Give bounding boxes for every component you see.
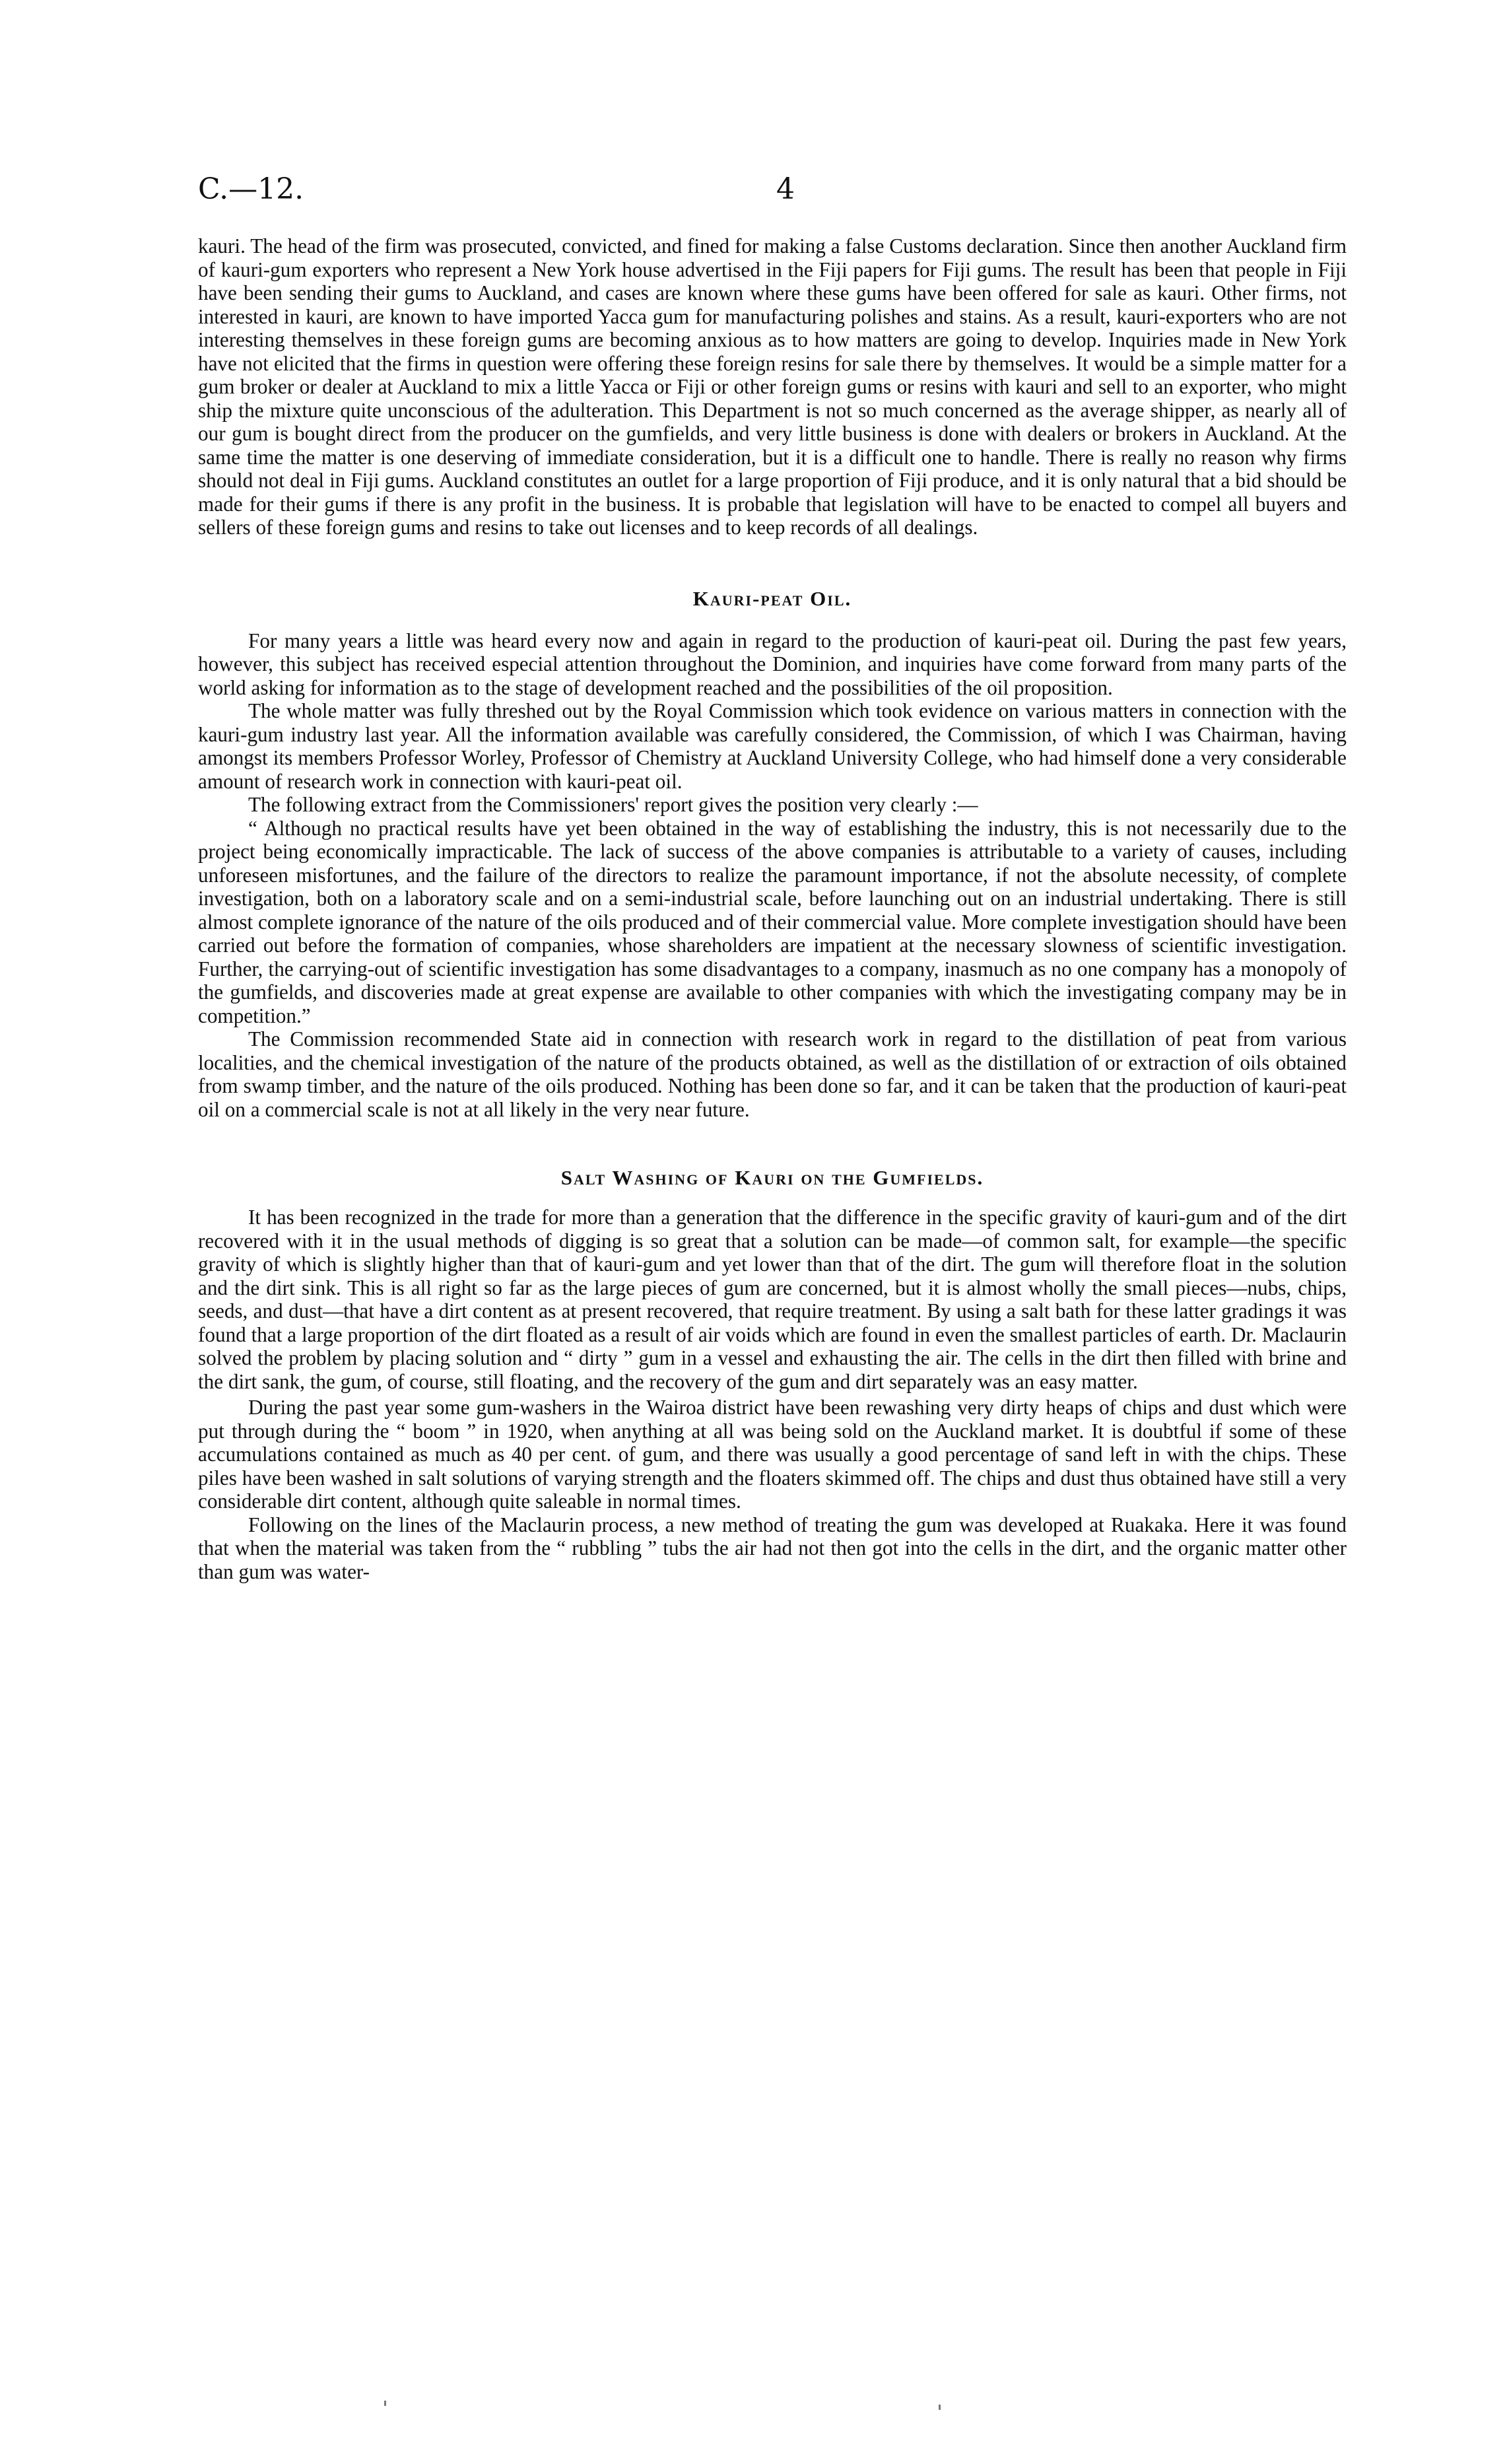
salt-washing-paragraph-1: It has been recognized in the trade for more than a generation that the difference in the specific gravity of kauri-gum and of the dirt recovered with it in the usual methods of digging is so great that a solution can be made—of common salt, for example—the specific gravity of which is slightly higher than that of kauri-gum and yet lower than that of the dirt. The gum will therefore float in the solution and the dirt sink. This is all right so far as the large pieces of gum are concerned, but it is almost wholly the small pieces—nubs, chips, seeds, and dust—that have a dirt content as at present recovered, that require treatment. By using a salt bath for these latter gradings it was found that a large proportion of the dirt floated as a result of air voids which are found in even the smallest particles of earth. Dr. Maclaurin solved the problem by placing solution and “ dirty ” gum in a vessel and exhausting the air. The cells in the dirt then filled with brine and the dirt sank, the gum, of course, still floating, and the recovery of the gum and dirt separately was an easy matter. bbox=[198, 1206, 1347, 1393]
intro-paragraph: kauri. The head of the firm was prosecuted, convicted, and fined for making a false Customs declaration. Since then another Auckland firm of kauri-gum exporters who represent a New York house advertised in the Fiji papers for Fiji gums. The result has been that people in Fiji have been sending their gums to Auckland, and cases are known where these gums have been offered for sale as kauri. Other firms, not interested in kauri, are known to have imported Yacca gum for manufacturing polishes and stains. As a result, kauri-exporters who are not interesting themselves in these foreign gums are becoming anxious as to how matters are going to develop. Inquiries made in New York have not elicited that the firms in question were offering these foreign resins for sale there by themselves. It would be a simple matter for a gum broker or dealer at Auckland to mix a little Yacca or Fiji or other foreign gums or resins with kauri and sell to an exporter, who might ship the mixture quite unconscious of the adulteration. This Department is not so much concerned as the average shipper, as nearly all of our gum is bought direct from the producer on the gumfields, and very little business is done with dealers or brokers in Auckland. At the same time the matter is one deserving of immediate consideration, but it is a difficult one to handle. There is really no reason why firms should not deal in Fiji gums. Auckland constitutes an outlet for a large proportion of Fiji produce, and it is only natural that a bid should be made for their gums if there is any profit in the business. It is probable that legislation will have to be enacted to compel all buyers and sellers of these foreign gums and resins to take out licenses and to keep records of all dealings. bbox=[198, 234, 1347, 539]
commission-report-quote: “ Although no practical results have yet been obtained in the way of establishing the industry, this is not necessarily due to the project being economically impracticable. The lack of success of the above companies is attributable to a variety of causes, including unforeseen misfortunes, and the failure of the directors to realize the paramount importance, if not the absolute necessity, of complete investigation, both on a laboratory scale and on a semi-industrial scale, before launching out on an industrial undertaking. There is still almost complete ignorance of the nature of the oils produced and of their commercial value. More complete investigation should have been carried out before the formation of companies, whose shareholders are impatient at the necessary slowness of scientific investigation. Further, the carrying-out of scientific investigation has some disadvantages to a company, inasmuch as no one company has a monopoly of the gumfields, and discoveries made at great expense are available to other companies with which the investigating company may be in competition.” bbox=[198, 816, 1347, 1027]
section-heading-salt-washing: Salt Washing of Kauri on the Gumfields. bbox=[560, 1166, 984, 1189]
kauri-peat-paragraph-5: The Commission recommended State aid in connection with research work in regard to the distillation of peat from various localities, and the chemical investigation of the nature of the products obtained, as well as the distillation of or extraction of oils obtained from swamp timber, and the nature of the oils produced. Nothing has been done so far, and it can be taken that the production of kauri-peat oil on a commercial scale is not at all likely in the very near future. bbox=[198, 1027, 1347, 1121]
salt-washing-paragraph-2: During the past year some gum-washers in the Wairoa district have been rewashing very dirty heaps of chips and dust which were put through during the “ boom ” in 1920, when anything at all was being sold on the Auckland market. It is doubtful if some of these accumulations contained as much as 40 per cent. of gum, and there was usually a good percentage of sand left in with the chips. These piles have been washed in salt solutions of varying strength and the floaters skimmed off. The chips and dust thus obtained have still a very considerable dirt content, although quite saleable in normal times. bbox=[198, 1396, 1347, 1513]
section-heading-kauri-peat-oil: Kauri-peat Oil. bbox=[692, 586, 852, 610]
document-reference: C.—12. bbox=[198, 172, 304, 206]
kauri-peat-paragraph-2: The whole matter was fully threshed out by the Royal Commission which took evidence on various matters in connection with the kauri-gum industry last year. All the information available was carefully considered, the Commission, of which I was Chairman, having amongst its members Professor Worley, Professor of Chemistry at Auckland University College, who had himself done a very considerable amount of research work in connection with kauri-peat oil. bbox=[198, 699, 1347, 793]
kauri-peat-paragraph-3: The following extract from the Commissioners' report gives the position very clearly :— bbox=[248, 793, 978, 816]
kauri-peat-paragraph-1: For many years a little was heard every now and again in regard to the production of kauri-peat oil. During the past few years, however, this subject has received especial attention throughout the Dominion, and inquiries have come forward from many parts of the world asking for information as to the stage of development reached and the possibilities of the oil proposition. bbox=[198, 629, 1347, 699]
page-header bbox=[198, 169, 1347, 210]
scan-mark-right bbox=[939, 2405, 941, 2410]
scan-mark-left bbox=[384, 2401, 386, 2406]
body-text bbox=[198, 234, 1347, 1583]
salt-washing-paragraph-3: Following on the lines of the Maclaurin process, a new method of treating the gum was developed at Ruakaka. Here it was found that when the material was taken from the “ rubbling ” tubs the air had not then got into the cells in the dirt, and the organic matter other than gum was water- bbox=[198, 1513, 1347, 1583]
scan-marks bbox=[370, 2398, 964, 2418]
page-number: 4 bbox=[776, 172, 795, 206]
